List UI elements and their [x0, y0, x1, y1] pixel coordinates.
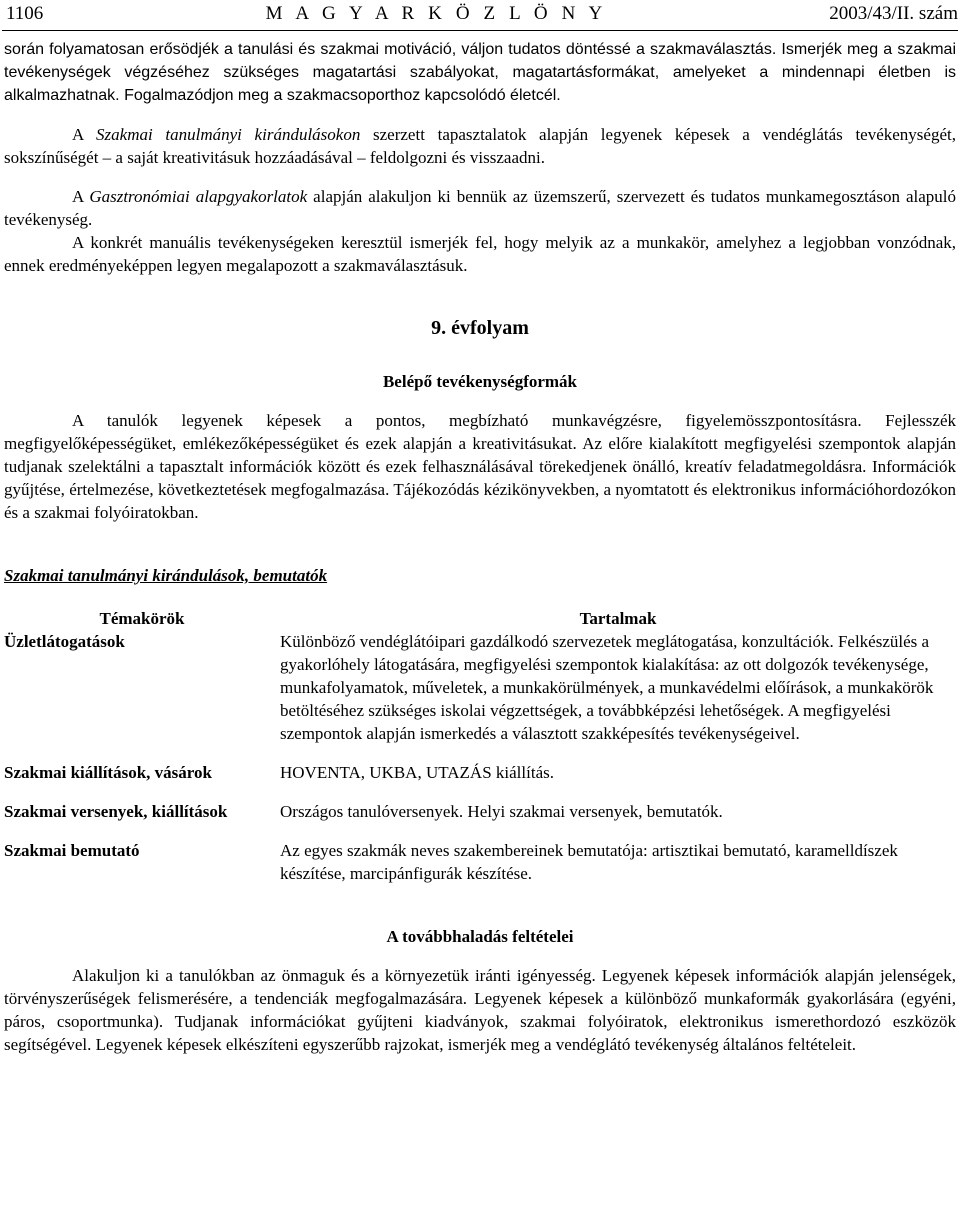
para3-italic-term: Gasztronómiai alapgyakorlatok — [89, 187, 308, 206]
topic-cell: Üzletlátogatások — [4, 632, 125, 651]
topic-cell: Szakmai kiállítások, vásárok — [4, 763, 212, 782]
table-header-row — [4, 607, 956, 630]
journal-title: M A G Y A R K Ö Z L Ö N Y — [265, 3, 607, 24]
entry-activities-text: A tanulók legyenek képesek a pontos, megbízható munkavégzésre, figyelemösszpontosításra. Fejlesszék megfigyelőképességüket, emlékezőképességüket és ezek alapján a kreativitásukat. Az előre kialakított megfigyelési szempontok alapján tudjanak szelektálni a tapasztalt információk között és ezek felhasználásával törekedjenek önálló, kreatív feladatmegoldásra. Információk gyűjtése, értelmezése, következtetések megfogalmazása. Tájékozódás kézikönyvekben, a nyomtatott és elektronikus információhordozókon és a szakmai folyóiratokban. — [4, 411, 956, 522]
intro-paragraph-4: A konkrét manuális tevékenységeken keresztül ismerjék fel, hogy melyik az a munkakör, amelyhez a legjobban vonzódnak, ennek eredményeképpen legyen megalapozott a szakmaválasztásuk. — [4, 233, 956, 275]
table-row — [4, 761, 956, 784]
intro-paragraph-3 — [4, 185, 956, 231]
topic-cell: Szakmai bemutató — [4, 841, 140, 860]
topics-column-header: Témakörök — [99, 609, 185, 628]
content-cell: Az egyes szakmák neves szakembereinek bemutatója: artisztikai bemutató, karamelldíszek készítése, marcipánfigurák készítése. — [280, 841, 898, 883]
page-header — [6, 2, 958, 26]
para2-prefix: A — [72, 125, 97, 144]
table-row — [4, 800, 956, 823]
progress-conditions-text: Alakuljon ki a tanulókban az önmaguk és a környezetük iránti igényesség. Legyenek képesek információk alapján jelenségek, törvényszerűségek felismerésére, a tendenciák megfogalmazására. Legyenek képesek a különböző munkaformák gyakorlására (egyéni, páros, csoportmunka). Tudjanak információkat gyűjteni kiadványok, szakmai folyóiratok, elektronikus ismerethordozó eszközök segítségével. Legyenek képesek elkészíteni egyszerűbb rajzokat, ismerjék meg a vendéglátó tevékenység általános feltételeit. — [4, 966, 956, 1054]
progress-conditions-heading: A továbbhaladás feltételei — [386, 927, 574, 946]
intro-paragraph-2 — [4, 123, 956, 169]
para3-rest: alapján alakuljon ki bennük az üzemszerű, szervezett és tudatos munkamegosztáson alapuló tevékenység. — [4, 187, 956, 229]
page-number: 1106 — [6, 3, 44, 24]
issue-number: 2003/43/II. szám — [829, 3, 958, 24]
entry-activities-heading: Belépő tevékenységformák — [382, 372, 578, 391]
table-row — [4, 630, 956, 745]
content-cell: HOVENTA, UKBA, UTAZÁS kiállítás. — [280, 763, 554, 782]
contents-column-header: Tartalmak — [579, 609, 657, 628]
content-cell: Országos tanulóversenyek. Helyi szakmai versenyek, bemutatók. — [280, 802, 723, 821]
topic-cell: Szakmai versenyek, kiállítások — [4, 802, 228, 821]
para3-prefix: A — [72, 187, 90, 206]
section-title: Szakmai tanulmányi kirándulások, bemutatók — [4, 566, 328, 585]
grade-title: 9. évfolyam — [431, 317, 529, 339]
page-content — [4, 38, 956, 1056]
content-cell: Különböző vendéglátóipari gazdálkodó szervezetek meglátogatása, konzultációk. Felkészülés a gyakorlóhely látogatására, megfigyelési szempontok kialakítása: az ott dolgozók tevékenysége, munkafolyamatok, műveletek, a munkakörülmények, a munkavédelmi előírások, a munkakörök betöltéséhez szükséges iskolai végzettségek, a továbbképzési lehetőségek. A megfigyelési szempontok alapján ismerkedés a választott szakképesítés tevékenységeivel. — [280, 632, 934, 743]
table-row — [4, 839, 956, 885]
para2-rest: szerzett tapasztalatok alapján legyenek képesek a vendéglátás tevékenységét, sokszínűségét – a saját kreativitásuk hozzáadásával – feldolgozni és visszaadni. — [4, 125, 956, 167]
intro-paragraph-1: során folyamatosan erősödjék a tanulási és szakmai motiváció, váljon tudatos döntéssé a szakmaválasztás. Ismerjék meg a szakmai tevékenységek végzéséhez szükséges magatartási szabályokat, magatartásformákat, amelyeket a mindennapi életben is alkalmazhatnak. Fogalmazódjon meg a szakmacsoporthoz kapcsolódó életcél. — [4, 41, 956, 104]
topics-table — [4, 607, 956, 885]
para2-italic-term: Szakmai tanulmányi kirándulásokon — [96, 125, 361, 144]
header-rule — [2, 30, 958, 31]
